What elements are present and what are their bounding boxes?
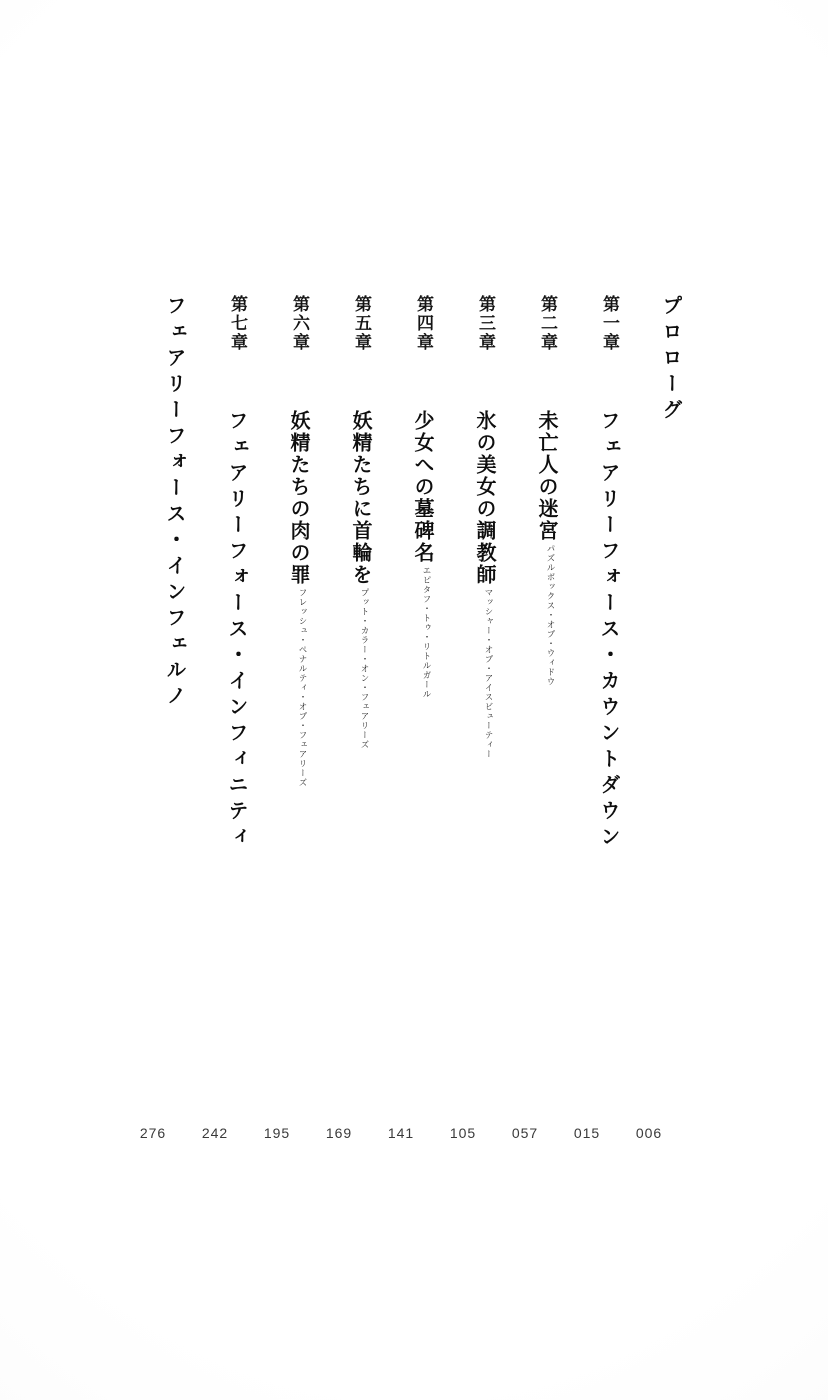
toc-entry-title-group <box>598 410 618 852</box>
toc-page-number-row <box>120 1122 680 1144</box>
toc-entry[interactable] <box>246 295 308 915</box>
toc-entry-ruby: フレッシュ・ペナルティ・オブ・フェアリーズ <box>298 588 308 788</box>
toc-entry-ruby: マッシャー・オブ・アイスビューティー <box>484 588 494 759</box>
toc-entry-title: プロローグ <box>659 295 681 425</box>
toc-entry-chapter-label: 第一章 <box>600 295 619 352</box>
toc-entry[interactable] <box>184 295 246 915</box>
toc-entry-title: 少女への墓碑名 <box>411 410 433 564</box>
toc-entry-title-group <box>536 410 556 687</box>
toc-entry-ruby: プット・カラー・オン・フェアリーズ <box>360 588 370 750</box>
toc-entry[interactable] <box>556 295 618 915</box>
toc-entry[interactable] <box>618 295 680 915</box>
toc-entry-title: フェアリーフォース・カウントダウン <box>597 410 619 852</box>
toc-page-number: 195 <box>263 1125 291 1141</box>
toc-entry-ruby: エピタフ・トゥ・リトルガール <box>422 566 432 699</box>
toc-page-number: 276 <box>139 1125 167 1141</box>
toc-entry-chapter-label: 第四章 <box>414 295 433 352</box>
toc-entry-title-group <box>660 295 680 425</box>
toc-page-number: 242 <box>201 1125 229 1141</box>
toc-entry-title: 氷の美女の調教師 <box>473 410 495 586</box>
toc-entry-title: 妖精たちの肉の罪 <box>287 410 309 586</box>
toc-entry-title-group <box>288 410 308 788</box>
toc-entry-title-group <box>474 410 494 759</box>
toc-entry-title: 妖精たちに首輪を <box>349 410 371 586</box>
toc-entry[interactable] <box>370 295 432 915</box>
toc-entry[interactable] <box>122 295 184 915</box>
toc-entry-title: フェアリーフォース・インフィニティ <box>225 410 247 852</box>
toc-page-number: 006 <box>635 1125 663 1141</box>
toc-page-number: 105 <box>449 1125 477 1141</box>
toc-entry-chapter-label: 第五章 <box>352 295 371 352</box>
toc-entry[interactable] <box>432 295 494 915</box>
table-of-contents <box>120 295 680 915</box>
toc-entry[interactable] <box>494 295 556 915</box>
toc-entry-chapter-label: 第二章 <box>538 295 557 352</box>
toc-page-number: 015 <box>573 1125 601 1141</box>
toc-entry-ruby: パズルボックス・オブ・ウィドウ <box>546 544 556 687</box>
toc-page-number: 057 <box>511 1125 539 1141</box>
toc-page-number: 169 <box>325 1125 353 1141</box>
toc-entry-chapter-label: 第三章 <box>476 295 495 352</box>
toc-entry-chapter-label: 第七章 <box>228 295 247 352</box>
toc-entry-chapter-label: 第六章 <box>290 295 309 352</box>
toc-entry-title-group <box>164 295 184 711</box>
toc-entry-title: 未亡人の迷宮 <box>535 410 557 542</box>
toc-entry-title-group <box>226 410 246 852</box>
toc-entry[interactable] <box>308 295 370 915</box>
toc-entry-title-group <box>350 410 370 750</box>
toc-page-number: 141 <box>387 1125 415 1141</box>
toc-entry-title-group <box>412 410 432 699</box>
toc-entry-title: フェアリーフォース・インフェルノ <box>163 295 185 711</box>
